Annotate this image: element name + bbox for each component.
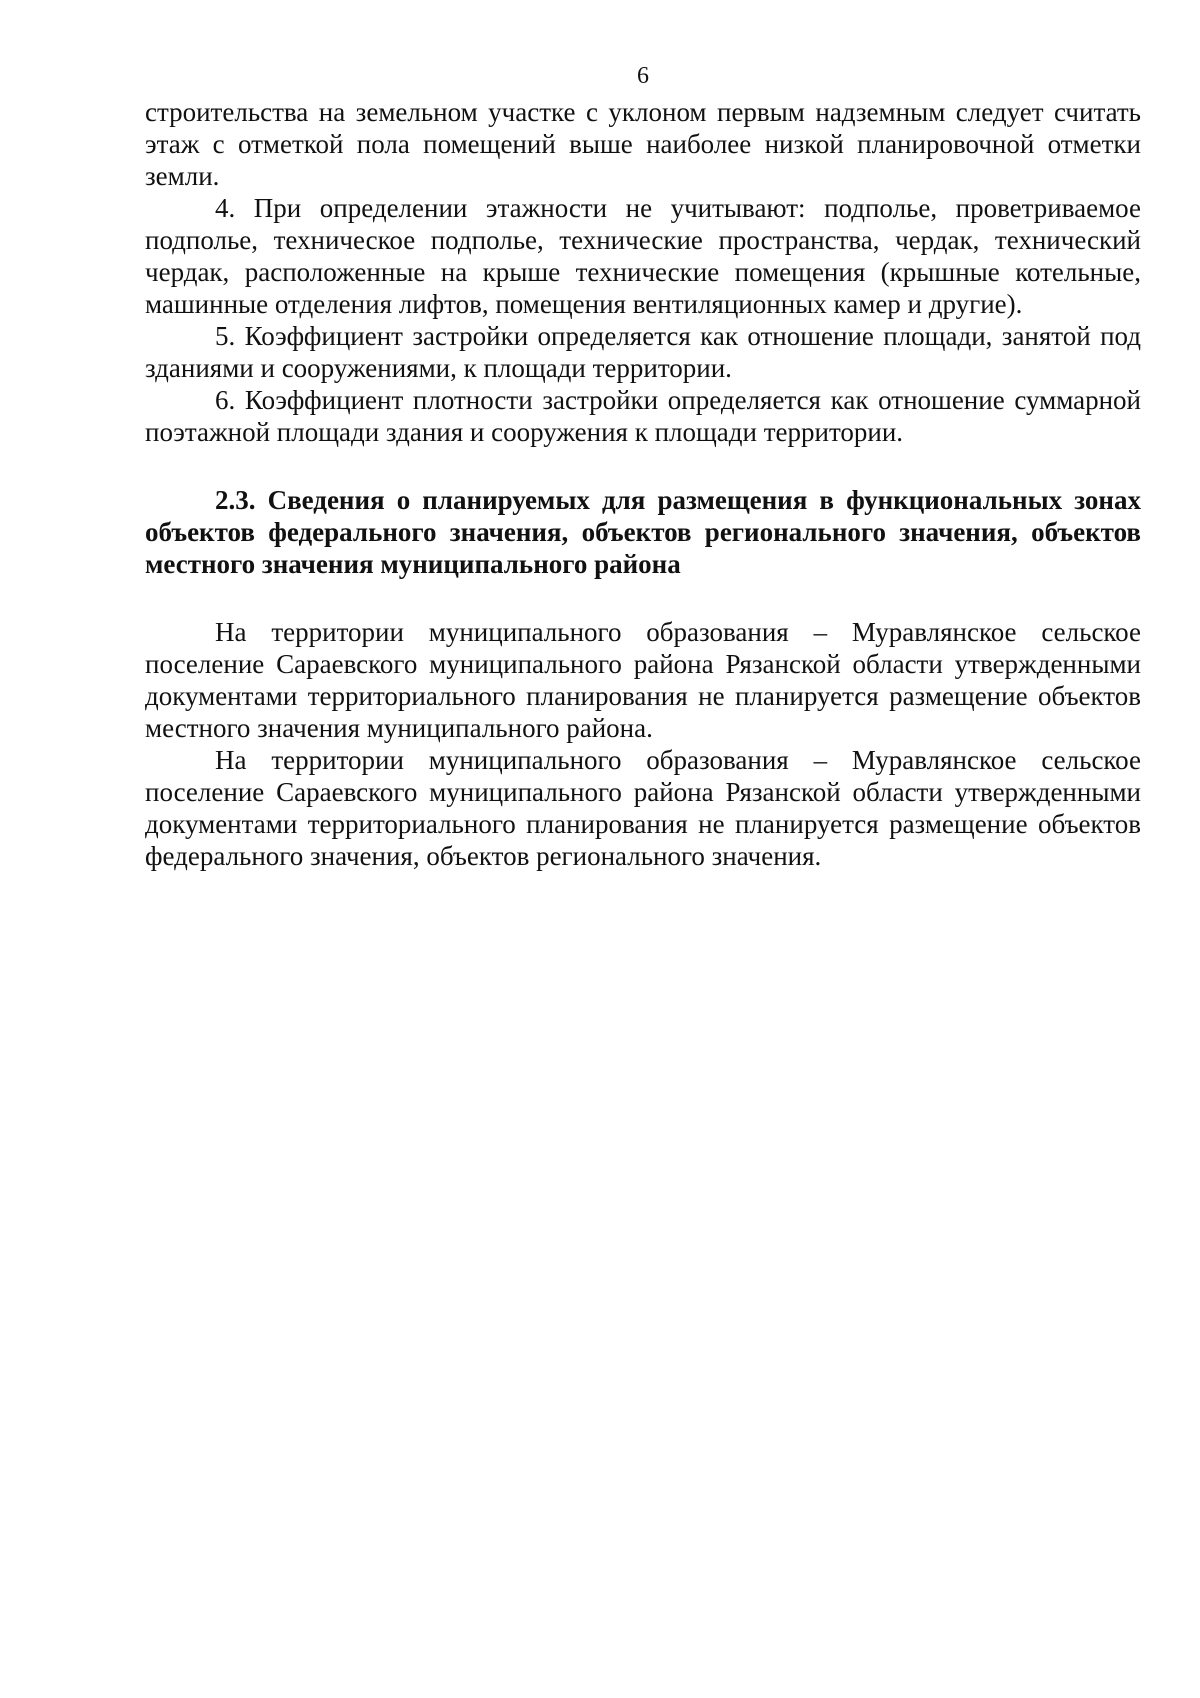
paragraph-item-6: 6. Коэффициент плотности застройки определяется как отношение суммарной поэтажной площади здания и сооружения к площади территории.: [145, 385, 1141, 447]
page-number: 6: [637, 63, 649, 89]
section-heading: 2.3. Сведения о планируемых для размещения в функциональных зонах объектов федерального значения, объектов регионального значения, объектов местного значения муниципального района: [145, 485, 1141, 579]
section-paragraph-local: На территории муниципального образования – Муравлянское сельское поселение Сараевского муниципального района Рязанской области утвержденными документами территориального планирования не планируется размещение объектов местного значения муниципального района.: [145, 617, 1141, 743]
document-page: [145, 60, 1141, 872]
paragraph-item-4: 4. При определении этажности не учитывают: подполье, проветриваемое подполье, техническое подполье, технические пространства, чердак, технический чердак, расположенные на крыше технические помещения (крышные котельные, машинные отделения лифтов, помещения вентиляционных камер и другие).: [145, 193, 1141, 319]
paragraph-item-5: 5. Коэффициент застройки определяется как отношение площади, занятой под зданиями и сооружениями, к площади территории.: [145, 321, 1141, 383]
section-paragraph-federal-regional: На территории муниципального образования – Муравлянское сельское поселение Сараевского муниципального района Рязанской области утвержденными документами территориального планирования не планируется размещение объектов федерального значения, объектов регионального значения.: [145, 745, 1141, 871]
section-body: [145, 616, 1141, 872]
paragraph-continuation: строительства на земельном участке с уклоном первым надземным следует считать этаж с отметкой пола помещений выше наиболее низкой планировочной отметки земли.: [145, 97, 1141, 191]
